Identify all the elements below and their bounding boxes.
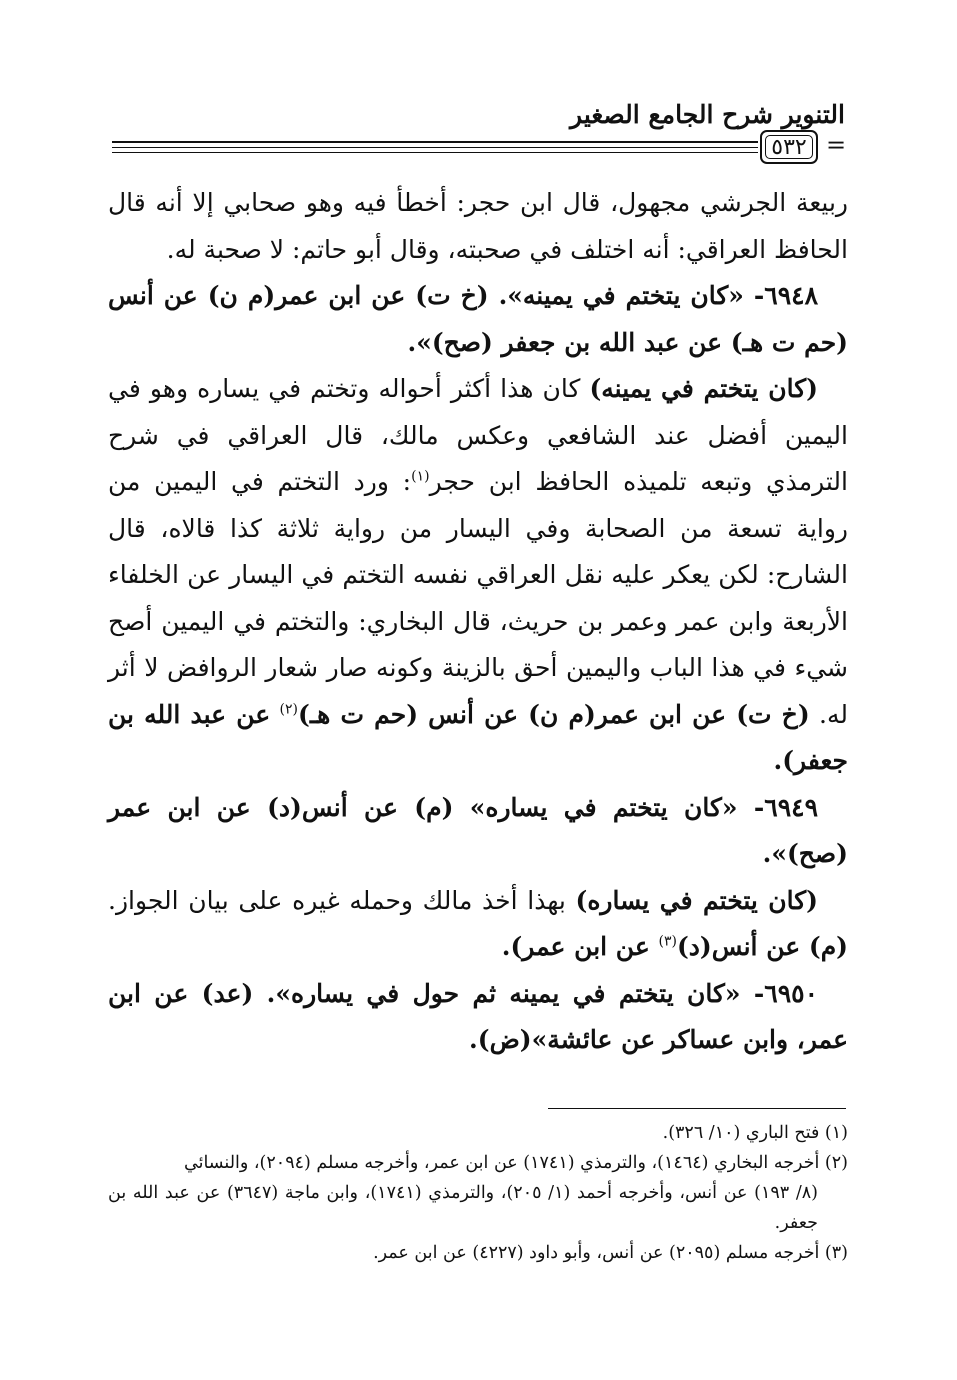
- footnote-ref: (٣): [658, 933, 677, 950]
- footnote-2-continued: (٨/ ١٩٣) عن أنس، وأخرجه أحمد (١/ ٢٠٥)، والترمذي (١٧٤١)، وابن ماجة (٣٦٤٧) عن عبد الله بن جعفر.: [108, 1183, 818, 1233]
- header-edge-mark: =: [826, 131, 847, 159]
- commentary-text: كان هذا أكثر أحواله وتختم في يساره وهو في اليمين أفضل عند الشافعي وعكس مالك، قال العراقي في شرح الترمذي وتبعه تلميذه الحافظ ابن حجر: [108, 374, 848, 496]
- commentary-lead: (كان يتختم في يساره): [575, 885, 818, 915]
- footnote-1: (١) فتح الباري (١٠/ ٣٢٦).: [662, 1123, 848, 1143]
- commentary-6949: [108, 878, 848, 971]
- source-reference: (خ ت) عن ابن عمر(م ن) عن أنس (حم ت هـ): [298, 699, 810, 729]
- page-number: ٥٣٢: [760, 130, 818, 164]
- footnote-ref: (٢): [279, 701, 298, 718]
- commentary-lead: (كان يتختم في يمينه): [589, 374, 818, 403]
- main-text: [108, 180, 848, 1064]
- footnote-separator: [548, 1108, 846, 1109]
- paragraph-continuation: ربيعة الجرشي مجهول، قال ابن حجر: أخطأ فيه وهو صحابي إلا أنه قال الحافظ العراقي: أنه اختلف في صحبته، وقال أبو حاتم: لا صحبة له.: [108, 188, 848, 264]
- commentary-text: بهذا أخذ مالك وحمله غيره على بيان الجواز.: [108, 885, 576, 915]
- footnotes: [108, 1118, 848, 1268]
- hadith-6950: ٦٩٥٠- «كان يتختم في يمينه ثم حول في يساره». (عد) عن ابن عمر، وابن عساكر عن عائشة»(ض).: [108, 978, 848, 1054]
- footnote-2: (٢) أخرجه البخاري (١٤٦٤)، والترمذي (١٧٤١) عن ابن عمر، وأخرجه مسلم (٢٠٩٤)، والنسائي: [184, 1153, 848, 1173]
- commentary-6948: [108, 366, 848, 785]
- hadith-6949: ٦٩٤٩- «كان يتختم في يساره» (م) عن أنس(د) عن ابن عمر (صح)».: [108, 792, 848, 868]
- header-rule: [112, 147, 758, 148]
- header-rule: [112, 152, 758, 153]
- hadith-6948: ٦٩٤٨- «كان يتختم في يمينه». (خ ت) عن ابن عمر(م ن) عن أنس (حم ت هـ) عن عبد الله بن جعفر (صح)».: [108, 281, 848, 357]
- source-reference: (م) عن أنس(د): [676, 932, 848, 961]
- source-reference: عن عبد الله بن جعفر).: [108, 699, 848, 775]
- header-rule: [112, 141, 758, 143]
- footnote-3: (٣) أخرجه مسلم (٢٠٩٥) عن أنس، وأبو داود (٤٢٢٧) عن ابن عمر.: [373, 1243, 848, 1263]
- source-reference: عن ابن عمر).: [501, 932, 659, 961]
- footnote-ref: (١): [411, 468, 430, 485]
- commentary-text: : ورد التختم في اليمين من رواية تسعة من الصحابة وفي اليسار من رواية ثلاثة كذا قالاه، قال الشارح: لكن يعكر عليه نقل العراقي نفسه التختم في اليسار عن الخلفاء الأربعة وابن عمر وعمر بن حريث، قال البخاري: والتختم في اليمين أصح شيء في هذا الباب واليمين أحق بالزينة وكونه صار شعار الروافض لا أثر له.: [108, 467, 848, 729]
- running-title: التنوير شرح الجامع الصغير: [570, 100, 845, 129]
